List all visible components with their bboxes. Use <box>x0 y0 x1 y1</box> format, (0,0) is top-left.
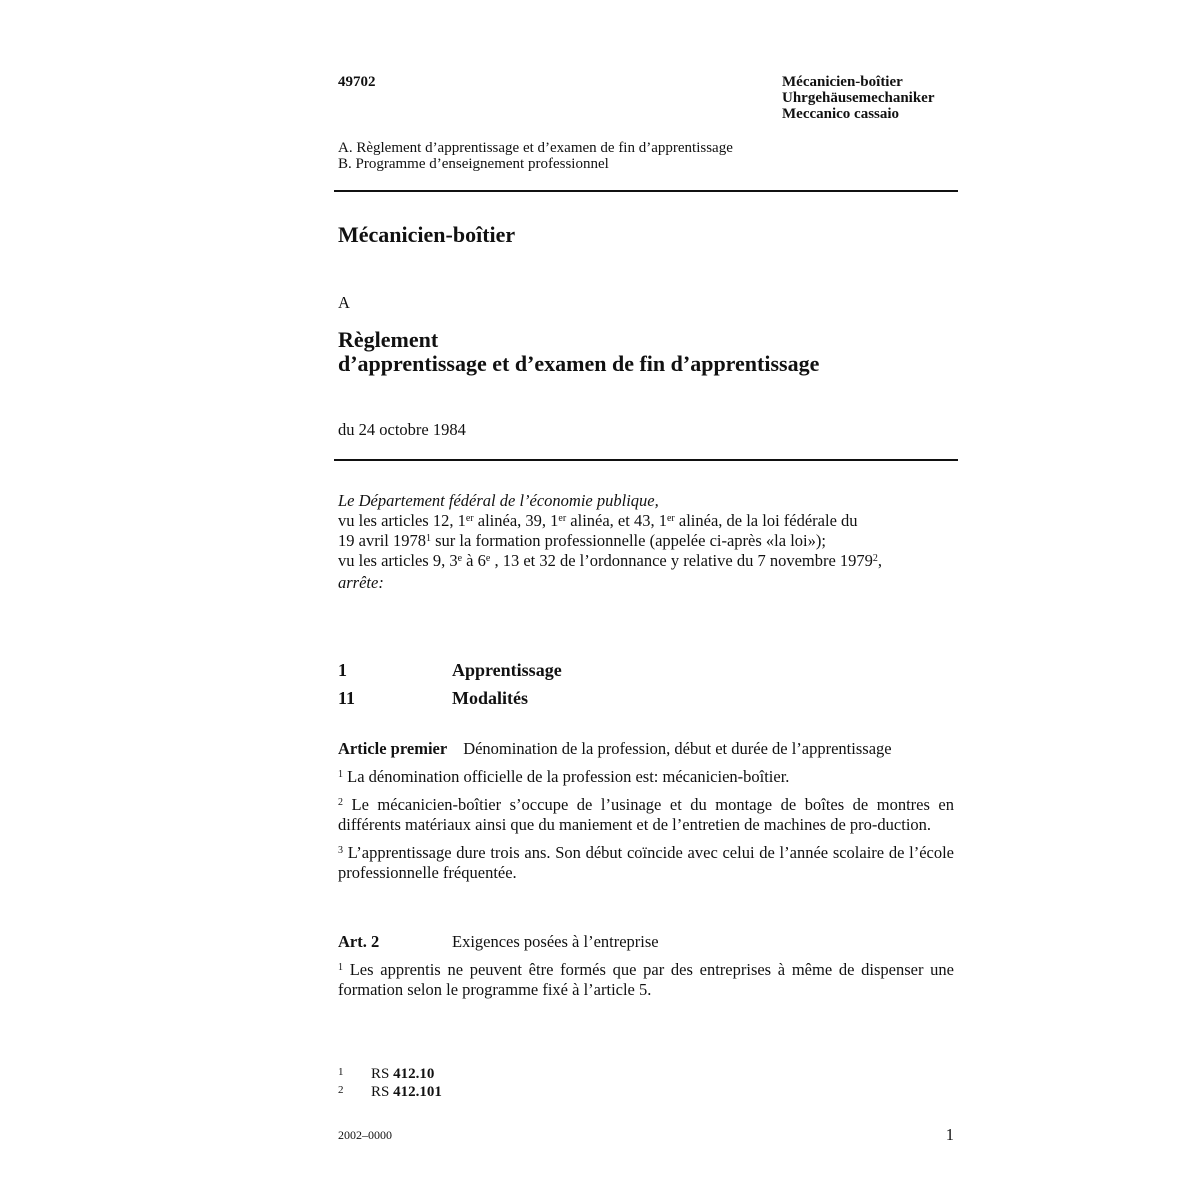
section-heading-1 <box>338 660 562 681</box>
page-title: Mécanicien-boîtier <box>338 222 516 247</box>
divider-top <box>334 190 958 192</box>
footnotes <box>338 1064 442 1100</box>
footnote-number: 1 <box>338 1066 344 1078</box>
regulation-title-line1: Règlement <box>338 327 439 352</box>
article-label: Art. 2 <box>338 932 380 951</box>
footer-code: 2002–0000 <box>338 1128 392 1142</box>
document-parts <box>338 140 733 172</box>
footnote-ref-2[interactable]: 2 <box>872 553 878 564</box>
preamble-line-2: 19 avril 1978$^1$ sur la formation professionnelle (appelée ci-après «la loi»); <box>338 531 826 550</box>
section-number: 1 <box>338 660 347 680</box>
part-letter: A <box>338 293 350 312</box>
header-title-de: Uhrgehäusemechaniker <box>782 90 935 106</box>
article-1-paragraph-3: $^3$ L’apprentissage dure trois ans. Son début coïncide avec celui de l’année scolaire de l’école professionnelle fréquentée. <box>338 843 954 882</box>
footnote-2: 2 RS 412.101 <box>338 1084 442 1100</box>
divider-middle <box>334 459 958 461</box>
article-2-heading <box>338 932 954 952</box>
header-titles <box>782 74 935 122</box>
article-label: Article premier <box>338 739 448 758</box>
regulation-title <box>338 328 819 376</box>
footnote-number: 2 <box>338 1084 344 1096</box>
preamble-decree: arrête: <box>338 573 384 592</box>
article-1-heading <box>338 739 954 759</box>
footnote-ref-1[interactable]: 1 <box>426 533 431 544</box>
footnote-1: 1 RS 412.10 <box>338 1066 435 1082</box>
regulation-title-line2: d’apprentissage et d’examen de fin d’apprentissage <box>338 351 820 376</box>
part-b-line: B. Programme d’enseignement professionnel <box>338 156 609 172</box>
article-2 <box>338 932 954 1000</box>
preamble <box>338 491 958 593</box>
section-heading-11 <box>338 688 528 709</box>
header-title-fr: Mécanicien-boîtier <box>782 74 903 90</box>
section-number: 11 <box>338 688 356 708</box>
article-1 <box>338 739 954 883</box>
document-number: 49702 <box>338 74 376 90</box>
article-1-paragraph-1: $^1$ La dénomination officielle de la profession est: mécanicien-boîtier. <box>338 767 790 786</box>
page-number: 1 <box>945 1125 954 1144</box>
section-title: Modalités <box>452 688 528 708</box>
regulation-date: du 24 octobre 1984 <box>338 420 466 439</box>
article-1-paragraph-2: $^2$ Le mécanicien-boîtier s’occupe de l’usinage et du montage de boîtes de montres en différents matériaux ainsi que du maniement et de l’entretien de machines de pro-duction. <box>338 795 954 834</box>
article-2-paragraph-1: $^1$ Les apprentis ne peuvent être formés que par des entreprises à même de dispenser une formation selon le programme fixé à l’article 5. <box>338 960 954 999</box>
preamble-line-3: vu les articles 9, 3e à 6e , 13 et 32 de l’ordonnance y relative du 7 novembre 1979$^2$, <box>338 551 883 570</box>
section-title: Apprentissage <box>452 660 562 680</box>
preamble-line-1: vu les articles 12, 1er alinéa, 39, 1er alinéa, et 43, 1er alinéa, de la loi fédérale du <box>338 511 858 530</box>
article-title: Exigences posées à l’entreprise <box>452 932 659 951</box>
preamble-authority: Le Département fédéral de l’économie publique, <box>338 491 659 510</box>
header-title-it: Meccanico cassaio <box>782 106 900 122</box>
part-a-line: A. Règlement d’apprentissage et d’examen de fin d’apprentissage <box>338 140 733 156</box>
article-title: Dénomination de la profession, début et durée de l’apprentissage <box>463 739 892 758</box>
